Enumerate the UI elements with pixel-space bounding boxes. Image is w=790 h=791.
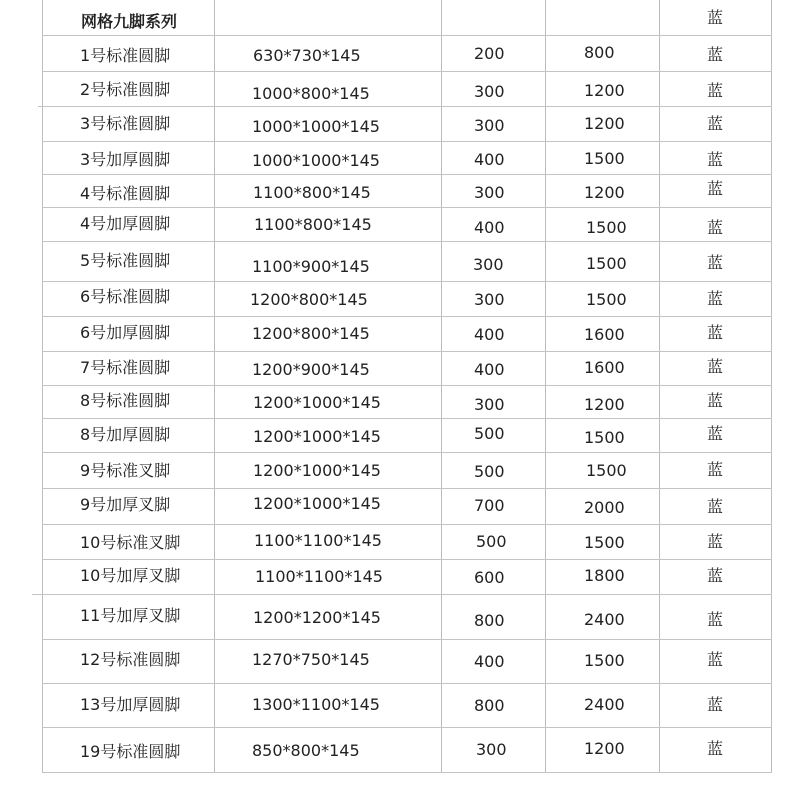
row-size: 1100*800*145	[253, 183, 371, 202]
row-capacity: 1800	[584, 566, 625, 585]
row-color: 蓝	[707, 610, 724, 629]
row-name: 3号加厚圆脚	[80, 150, 171, 169]
row-color: 蓝	[707, 695, 724, 714]
row-color: 蓝	[707, 739, 724, 758]
grid-line	[42, 71, 772, 72]
row-size: 850*800*145	[252, 741, 360, 760]
grid-line	[545, 0, 546, 773]
row-color: 蓝	[707, 497, 724, 516]
row-size: 1000*1000*145	[252, 151, 380, 170]
grid-line	[42, 524, 772, 525]
row-color: 蓝	[707, 566, 724, 585]
row-load: 300	[473, 255, 504, 274]
row-color: 蓝	[707, 81, 724, 100]
row-size: 1200*1200*145	[253, 608, 381, 627]
row-size: 1100*1100*145	[255, 567, 383, 586]
row-load: 300	[474, 82, 505, 101]
row-color: 蓝	[707, 218, 724, 237]
grid-line	[42, 316, 772, 317]
row-capacity: 1200	[584, 114, 625, 133]
grid-line	[42, 559, 772, 560]
grid-line	[38, 106, 772, 107]
row-color: 蓝	[707, 289, 724, 308]
row-size: 630*730*145	[253, 46, 361, 65]
row-size: 1100*1100*145	[254, 531, 382, 550]
row-load: 400	[474, 150, 505, 169]
row-name: 11号加厚叉脚	[80, 606, 181, 625]
grid-line	[42, 174, 772, 175]
row-load: 300	[474, 183, 505, 202]
row-size: 1200*1000*145	[253, 393, 381, 412]
row-load: 300	[474, 395, 505, 414]
row-capacity: 1200	[584, 81, 625, 100]
row-capacity: 1500	[586, 218, 627, 237]
row-name: 4号标准圆脚	[80, 184, 171, 203]
row-name: 9号标准叉脚	[80, 461, 171, 480]
row-name: 3号标准圆脚	[80, 114, 171, 133]
row-load: 500	[474, 462, 505, 481]
grid-line	[771, 0, 772, 773]
row-name: 8号加厚圆脚	[80, 425, 171, 444]
row-capacity: 1500	[584, 149, 625, 168]
row-capacity: 1600	[584, 325, 625, 344]
row-load: 400	[474, 325, 505, 344]
row-name: 1号标准圆脚	[80, 46, 171, 65]
row-capacity: 2400	[584, 610, 625, 629]
row-size: 1200*800*145	[252, 324, 370, 343]
row-name: 19号标准圆脚	[80, 742, 181, 761]
row-color: 蓝	[707, 357, 724, 376]
row-color: 蓝	[707, 150, 724, 169]
row-size: 1000*800*145	[252, 84, 370, 103]
grid-line	[42, 35, 772, 36]
row-size: 1200*1000*145	[253, 461, 381, 480]
row-capacity: 1500	[586, 461, 627, 480]
row-load: 500	[474, 424, 505, 443]
row-name: 9号加厚叉脚	[80, 495, 171, 514]
row-capacity: 1500	[586, 290, 627, 309]
grid-line	[42, 241, 772, 242]
row-size: 1200*900*145	[252, 360, 370, 379]
row-capacity: 1500	[586, 254, 627, 273]
row-size: 1100*900*145	[252, 257, 370, 276]
row-size: 1200*800*145	[250, 290, 368, 309]
row-capacity: 1200	[584, 739, 625, 758]
grid-line	[42, 683, 772, 684]
row-load: 800	[474, 696, 505, 715]
row-name: 13号加厚圆脚	[80, 695, 181, 714]
row-load: 400	[474, 360, 505, 379]
row-color: 蓝	[707, 45, 724, 64]
row-load: 300	[474, 290, 505, 309]
row-size: 1200*1000*145	[253, 427, 381, 446]
row-size: 1300*1100*145	[252, 695, 380, 714]
row-name: 6号加厚圆脚	[80, 323, 171, 342]
grid-line	[659, 0, 660, 773]
row-color: 蓝	[707, 424, 724, 443]
grid-line	[214, 0, 215, 773]
grid-line	[42, 385, 772, 386]
grid-line	[42, 281, 772, 282]
row-size: 1200*1000*145	[253, 494, 381, 513]
row-load: 200	[474, 44, 505, 63]
row-load: 300	[476, 740, 507, 759]
grid-line	[42, 207, 772, 208]
row-load: 400	[474, 652, 505, 671]
row-name: 12号标准圆脚	[80, 650, 181, 669]
row-load: 400	[474, 218, 505, 237]
header-color: 蓝	[707, 8, 724, 27]
grid-line	[42, 488, 772, 489]
row-capacity: 1500	[584, 533, 625, 552]
row-capacity: 1500	[584, 428, 625, 447]
grid-line	[42, 639, 772, 640]
row-color: 蓝	[707, 253, 724, 272]
row-color: 蓝	[707, 532, 724, 551]
row-size: 1000*1000*145	[252, 117, 380, 136]
row-capacity: 1500	[584, 651, 625, 670]
row-capacity: 1200	[584, 183, 625, 202]
grid-line	[42, 727, 772, 728]
row-capacity: 1200	[584, 395, 625, 414]
row-color: 蓝	[707, 460, 724, 479]
row-load: 500	[476, 532, 507, 551]
row-color: 蓝	[707, 179, 724, 198]
grid-line	[42, 452, 772, 453]
row-name: 6号标准圆脚	[80, 287, 171, 306]
row-name: 5号标准圆脚	[80, 251, 171, 270]
row-capacity: 1600	[584, 358, 625, 377]
grid-line	[42, 772, 772, 773]
grid-line	[42, 418, 772, 419]
row-size: 1100*800*145	[254, 215, 372, 234]
row-capacity: 2000	[584, 498, 625, 517]
row-color: 蓝	[707, 391, 724, 410]
row-color: 蓝	[707, 114, 724, 133]
row-name: 4号加厚圆脚	[80, 214, 171, 233]
row-load: 800	[474, 611, 505, 630]
row-load: 600	[474, 568, 505, 587]
row-load: 700	[474, 496, 505, 515]
row-capacity: 800	[584, 43, 615, 62]
row-size: 1270*750*145	[252, 650, 370, 669]
row-load: 300	[474, 116, 505, 135]
row-capacity: 2400	[584, 695, 625, 714]
row-color: 蓝	[707, 650, 724, 669]
row-name: 10号标准叉脚	[80, 533, 181, 552]
row-color: 蓝	[707, 323, 724, 342]
row-name: 10号加厚叉脚	[80, 566, 181, 585]
grid-line	[42, 0, 43, 773]
grid-line	[42, 351, 772, 352]
grid-line	[441, 0, 442, 773]
row-name: 7号标准圆脚	[80, 358, 171, 377]
row-name: 8号标准圆脚	[80, 391, 171, 410]
grid-line	[42, 141, 772, 142]
series-title: 网格九脚系列	[81, 12, 178, 31]
row-name: 2号标准圆脚	[80, 80, 171, 99]
grid-line	[32, 594, 772, 595]
